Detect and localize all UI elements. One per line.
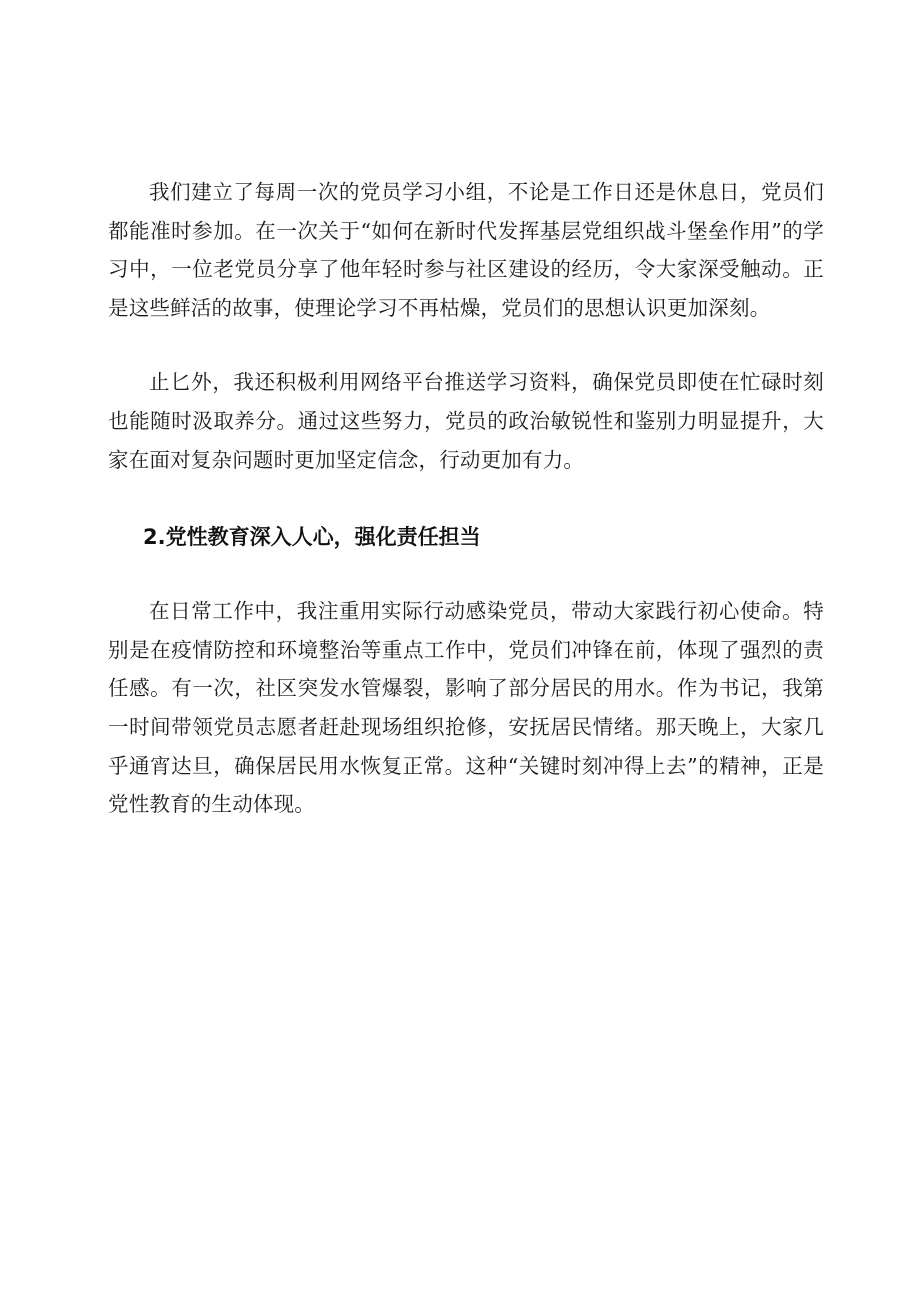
- section-heading: 2.党性教育深入人心，强化责任担当: [143, 525, 481, 550]
- paragraph-study-group: 我们建立了每周一次的党员学习小组，不论是工作日还是休息日，党员们都能准时参加。在一次关于“如何在新时代发挥基层党组织战斗堡垒作用”的学习中，一位老党员分享了他年轻时参与社区建设的经历，令大家深受触动。正是这些鲜活的故事，使理论学习不再枯燥，党员们的思想认识更加深刻。: [108, 180, 824, 320]
- paragraph-responsibility: 在日常工作中，我注重用实际行动感染党员，带动大家践行初心使命。特别是在疫情防控和环境整治等重点工作中，党员们冲锋在前，体现了强烈的责任感。有一次，社区突发水管爆裂，影响了部分居民的用水。作为书记，我第一时间带领党员志愿者赶赴现场组织抢修，安抚居民情绪。那天晚上，大家几乎通宵达旦，确保居民用水恢复正常。这种“关键时刻冲得上去”的精神，正是党性教育的生动体现。: [108, 599, 824, 817]
- paragraph-online-platform: 止匕外，我还积极利用网络平台推送学习资料，确保党员即使在忙碌时刻也能随时汲取养分。通过这些努力，党员的政治敏锐性和鉴别力明显提升，大家在面对复杂问题时更加坚定信念，行动更加有力。: [108, 370, 824, 472]
- document-body: [108, 173, 824, 824]
